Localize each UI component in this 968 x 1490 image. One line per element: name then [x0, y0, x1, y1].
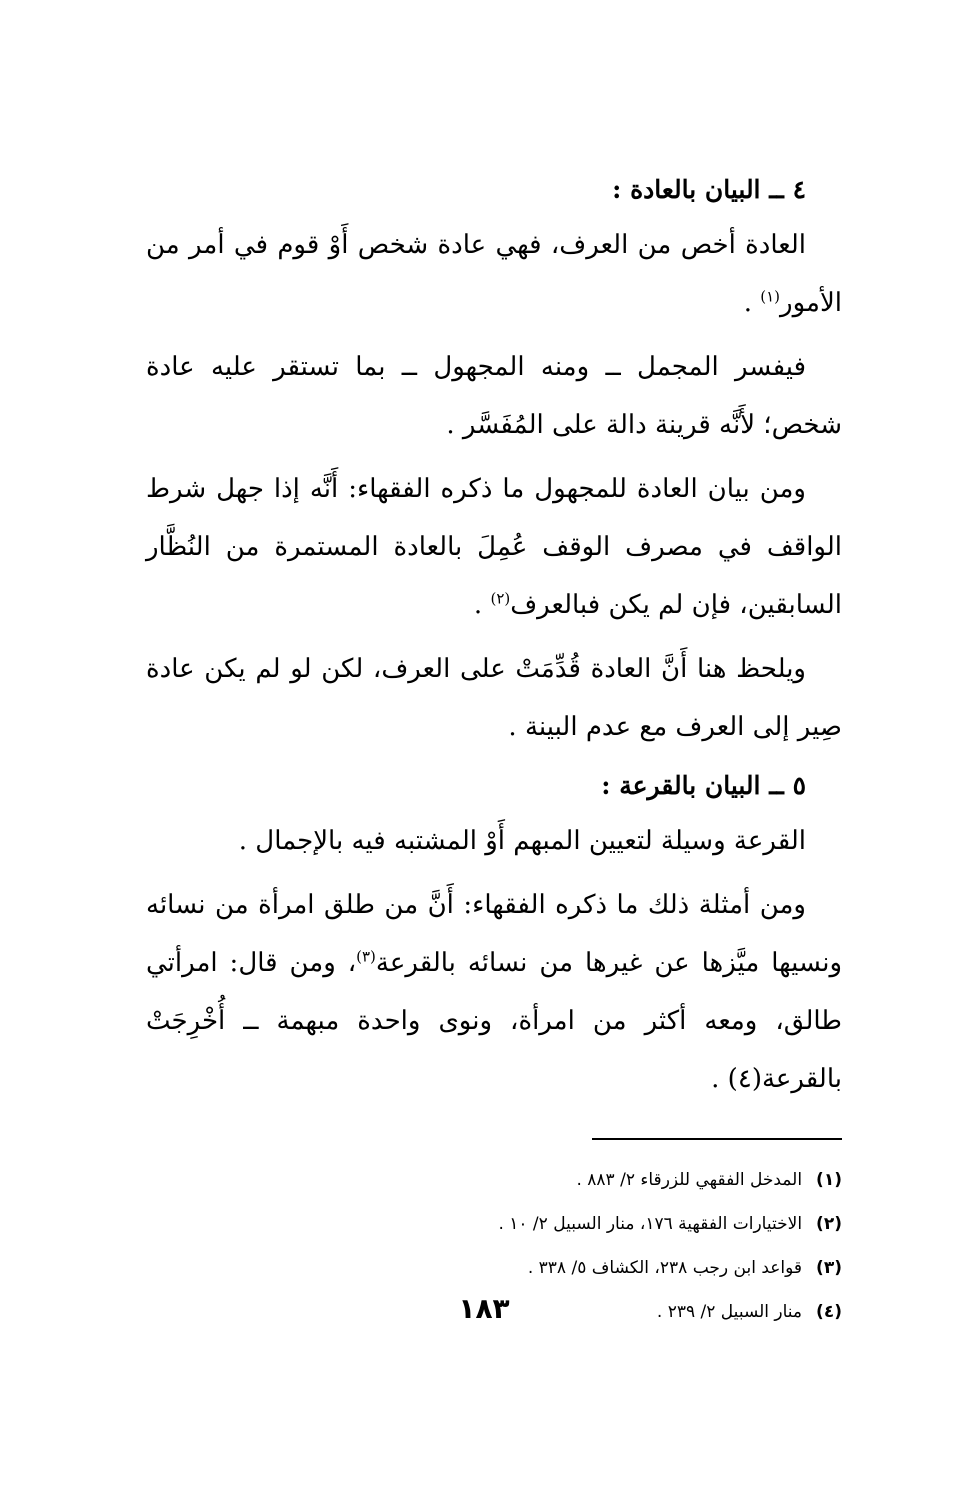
footnote-item — [146, 1246, 842, 1290]
footnote-text: المدخل الفقهي للزرقاء ٢/ ٨٨٣ . — [576, 1170, 803, 1190]
footnote-ref: (١) — [760, 287, 781, 306]
footnote-item — [146, 1202, 842, 1246]
section-lot — [146, 766, 842, 1108]
page-number: ١٨٣ — [458, 1292, 510, 1325]
footnote-number: (٣) — [816, 1258, 842, 1278]
paragraph-text: العادة أخص من العرف، فهي عادة شخص أَوْ قوم في أمر من الأمور — [146, 230, 842, 318]
footnote-text: قواعد ابن رجب ٢٣٨، الكشاف ٥/ ٣٣٨ . — [527, 1258, 803, 1278]
paragraph-tail: . — [743, 288, 761, 318]
footnote-ref: (٢) — [490, 589, 511, 608]
page-body — [146, 160, 842, 1334]
footnote-number: (٤) — [816, 1302, 842, 1322]
paragraph-text: ويلحظ هنا أَنَّ العادة قُدِّمَتْ على العرف، لكن لو لم يكن عادة صِير إلى العرف مع عدم البينة . — [146, 654, 842, 742]
footnote-number: (٢) — [816, 1214, 842, 1234]
paragraph-text: فيفسر المجمل ــ ومنه المجهول ــ بما تستقر عليه عادة شخص؛ لأَنَّه قرينة دالة على المُفَسَّر . — [146, 352, 842, 440]
paragraph-tail: ، ومن قال: امرأتي طالق، ومعه أكثر من امرأة، ونوى واحدة مبهمة ــ أُخْرِجَتْ بالقرعة(٤) . — [146, 948, 842, 1094]
paragraph-text: ومن بيان العادة للمجهول ما ذكره الفقهاء: أَنَّه إذا جهل شرط الواقف في مصرف الوقف عُمِلَ بالعادة المستمرة من النُظَّار السابقين، فإن لم يكن فبالعرف — [146, 474, 842, 620]
footnote-item — [146, 1158, 842, 1202]
footnote-text: منار السبيل ٢/ ٢٣٩ . — [656, 1302, 803, 1322]
section-heading: ٤ ــ البيان بالعادة : — [612, 175, 806, 204]
section-custom — [146, 170, 842, 756]
paragraph — [146, 460, 842, 634]
paragraph-text: القرعة وسيلة لتعيين المبهم أَوْ المشتبه فيه بالإجمال . — [238, 826, 806, 856]
footnote-text: الاختيارات الفقهية ١٧٦، منار السبيل ٢/ ١٠ . — [498, 1214, 803, 1234]
paragraph — [146, 216, 842, 332]
paragraph-text: ومن أمثلة ذلك ما ذكره الفقهاء: أَنَّ من طلق امرأة من نسائه ونسيها ميَّزها عن غيرها من نسائه بالقرعة — [146, 890, 842, 978]
paragraph-tail: . — [473, 590, 491, 620]
footnote-number: (١) — [816, 1170, 842, 1190]
paragraph — [146, 876, 842, 1108]
paragraph — [146, 812, 842, 870]
paragraph — [146, 640, 842, 756]
paragraph — [146, 338, 842, 454]
footnote-ref: (٣) — [356, 947, 376, 966]
footnote-divider — [592, 1138, 842, 1140]
section-heading: ٥ ــ البيان بالقرعة : — [601, 771, 806, 800]
